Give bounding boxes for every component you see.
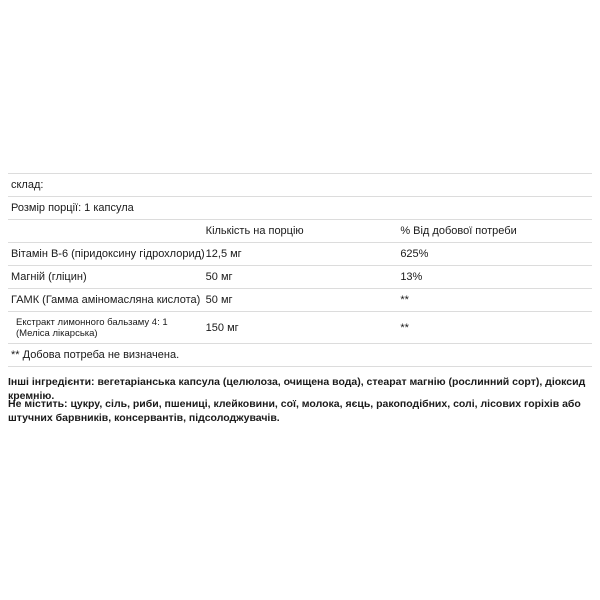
ingredient-name: Вітамін B-6 (піридоксину гідрохлорид)	[8, 243, 203, 266]
table-header-row	[8, 220, 592, 243]
ingredient-name: Магній (гліцин)	[8, 266, 203, 289]
table-row	[8, 197, 592, 220]
ingredient-daily-value: **	[397, 312, 592, 344]
header-amount: Кількість на порцію	[203, 220, 398, 243]
table-row	[8, 174, 592, 197]
table-row	[8, 289, 592, 312]
header-empty-cell	[8, 220, 203, 243]
ingredient-amount: 12,5 мг	[203, 243, 398, 266]
free-of-statement: Не містить: цукру, сіль, риби, пшениці, клейковини, сої, молока, яєць, ракоподібних, солі, лісових горіхів або штучних барвників, консервантів, підсолоджувачів.	[8, 398, 581, 424]
ingredient-amount: 150 мг	[203, 312, 398, 344]
other-ingredients: Інші інгредієнти: вегетаріанська капсула (целюлоза, очищена вода), стеарат магнію (рослинний сорт), діоксид кремнію.	[8, 376, 586, 402]
ingredient-name-line2: (Меліса лікарська)	[16, 327, 98, 339]
table-row	[8, 266, 592, 289]
ingredient-amount: 50 мг	[203, 289, 398, 312]
table-row	[8, 344, 592, 367]
table-title: склад:	[8, 174, 592, 197]
footnote: ** Добова потреба не визначена.	[8, 344, 592, 367]
ingredient-amount: 50 мг	[203, 266, 398, 289]
header-daily-value: % Від добової потреби	[397, 220, 592, 243]
ingredient-name-line1: Екстракт лимонного бальзаму 4: 1	[16, 316, 168, 328]
serving-size: Розмір порції: 1 капсула	[8, 197, 592, 220]
ingredient-name: ГАМК (Гамма аміномасляна кислота)	[8, 289, 203, 312]
supplement-facts-table	[8, 173, 592, 367]
table-row	[8, 243, 592, 266]
ingredient-daily-value: 625%	[397, 243, 592, 266]
table-row	[8, 312, 592, 344]
ingredient-name	[8, 312, 203, 344]
ingredient-daily-value: **	[397, 289, 592, 312]
ingredient-daily-value: 13%	[397, 266, 592, 289]
